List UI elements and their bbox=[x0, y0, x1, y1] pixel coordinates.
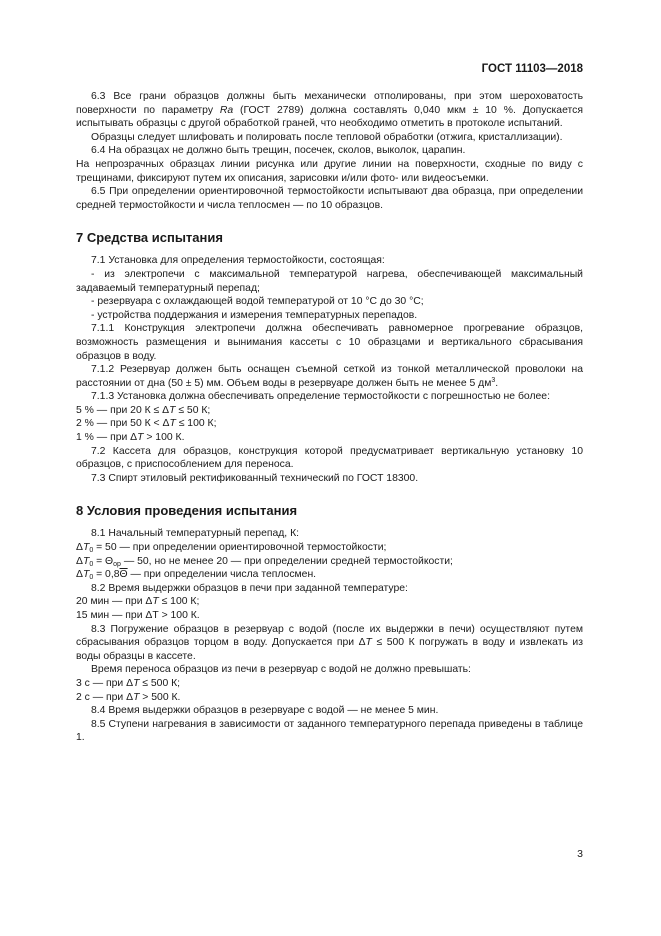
tolerance-line-2: 2 % — при 50 К < ΔТ ≤ 100 К; bbox=[76, 418, 217, 430]
paragraph-8-3-2: Время переноса образцов из печи в резервуар с водой не должно превышать: bbox=[91, 664, 471, 676]
paragraph-7-3: 7.3 Спирт этиловый ректификованный технический по ГОСТ 18300. bbox=[91, 472, 419, 484]
paragraph-7-1-3: 7.1.3 Установка должна обеспечивать определение термостойкости с погрешностью не более: bbox=[91, 391, 550, 403]
paragraph-8-4: 8.4 Время выдержки образцов в резервуаре с водой — не менее 5 мин. bbox=[91, 705, 439, 717]
transfer-line-2: 2 с — при ΔТ > 500 К. bbox=[76, 691, 181, 703]
tolerance-line-1: 5 % — при 20 К ≤ ΔТ ≤ 50 К; bbox=[76, 404, 211, 416]
paragraph-8-5: 8.5 Ступени нагревания в зависимости от заданного температурного перепада приведены в таблице 1. bbox=[76, 718, 583, 744]
delta-line-3: $\Delta Т_0 = 0,8\overline{\Theta}$ — при определении числа теплосмен. bbox=[76, 569, 317, 582]
paragraph-7-1: 7.1 Установка для определения термостойкости, состоящая: bbox=[91, 255, 385, 267]
paragraph-7-2: 7.2 Кассета для образцов, конструкция которой предусматривает вертикальную установку 10 образцов, с приспособлением для переноса. bbox=[76, 445, 583, 471]
page-number: 3 bbox=[577, 848, 583, 860]
paragraph-6-5: 6.5 При определении ориентировочной термостойкости испытывают два образца, при определении средней термостойкости и числа теплосмен — по 10 образцов. bbox=[76, 186, 583, 211]
paragraph-6-4-2: На непрозрачных образцах линии рисунка или другие линии на поверхности, сходные по виду с трещинами, фиксируют путем их описания, зарисовки и/или фото- или видеосъемки. bbox=[76, 158, 583, 184]
paragraph-6-4: 6.4 На образцах не должно быть трещин, посечек, сколов, выколок, царапин. bbox=[91, 145, 466, 157]
paragraph-8-1: 8.1 Начальный температурный перепад, К: bbox=[91, 528, 300, 540]
paragraph-7-1-1: 7.1.1 Конструкция электропечи должна обеспечивать равномерное прогревание образцов, возможность размещения и вынимания кассеты с 10 образцами и вертикального сбрасывания образцов в воду. bbox=[76, 323, 583, 362]
time-line-1: 20 мин — при ΔТ ≤ 100 К; bbox=[76, 596, 200, 608]
paragraph-8-3: 8.3 Погружение образцов в резервуар с водой (после их выдержки в печи) осуществляют путем сбрасывания образцов торцом в воду. Допускается при ΔТ ≤ 500 К погружать в воду и извлекать из воды образцы в кассете. bbox=[76, 623, 583, 662]
paragraph-6-3: 6.3 Все грани образцов должны быть механически отполированы, при этом шероховатость поверхности по параметру Ra (ГОСТ 2789) должна составлять 0,040 мкм ± 10 %. Допускается испытывать образцы с другой обработкой граней, что необходимо отметить в протоколе испытаний. bbox=[76, 91, 583, 130]
document-header: ГОСТ 11103—2018 bbox=[481, 63, 583, 75]
paragraph-7-1-2: 7.1.2 Резервуар должен быть оснащен съемной сеткой из тонкой металлической проволоки на расстоянии от дна (50 ± 5) мм. Объем воды в резервуаре должен быть не менее 5 $дм^3$. bbox=[76, 364, 583, 389]
paragraph-8-2: 8.2 Время выдержки образцов в печи при заданной температуре: bbox=[91, 582, 408, 594]
document-body bbox=[76, 90, 583, 745]
delta-line-2: $\Delta Т_0 = \Theta_{ор}$ — 50, но не менее 20 — при определении средней термостойкости; bbox=[76, 555, 453, 568]
section-8-heading: 8 Условия проведения испытания bbox=[76, 503, 298, 519]
list-item-7-1-a: - из электропечи с максимальной температурой нагрева, обеспечивающей максимальный задаваемый температурный перепад; bbox=[76, 268, 583, 294]
paragraph-6-3-2: Образцы следует шлифовать и полировать после тепловой обработки (отжига, кристаллизации). bbox=[91, 131, 563, 143]
delta-line-1: $\Delta Т_0 = 50$ — при определении ориентировочной термостойкости; bbox=[76, 542, 387, 555]
transfer-line-1: 3 с — при ΔТ ≤ 500 К; bbox=[76, 677, 181, 689]
tolerance-line-3: 1 % — при ΔТ > 100 К. bbox=[76, 432, 185, 444]
list-item-7-1-c: - устройства поддержания и измерения температурных перепадов. bbox=[91, 309, 418, 321]
time-line-2: 15 мин — при ΔТ > 100 К. bbox=[76, 610, 200, 621]
list-item-7-1-b: - резервуара с охлаждающей водой температурой от 10 °С до 30 °С; bbox=[91, 296, 424, 308]
section-7-heading: 7 Средства испытания bbox=[76, 230, 223, 246]
